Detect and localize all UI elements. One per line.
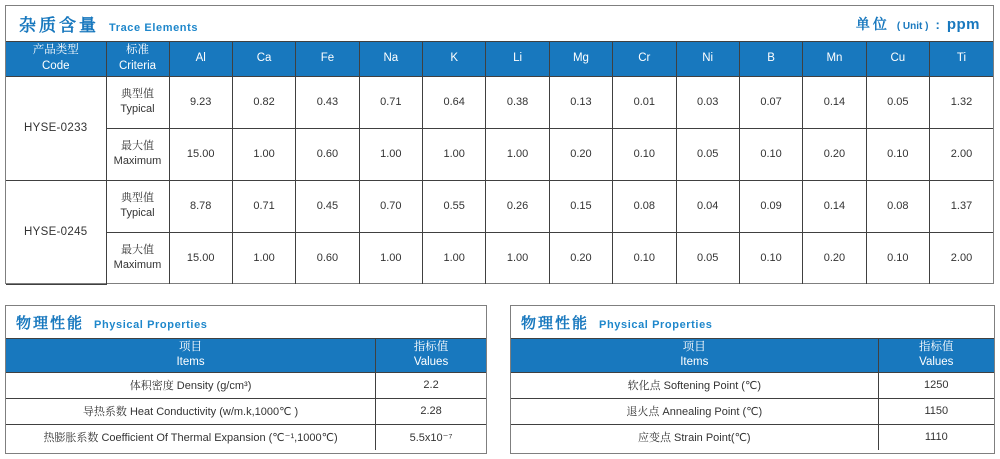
trace-value-cell: 0.70	[359, 180, 422, 232]
trace-value-cell: 0.03	[676, 76, 739, 128]
trace-value-cell: 1.37	[930, 180, 994, 232]
physical-value-cell: 2.28	[376, 398, 486, 424]
physical-row	[511, 372, 994, 398]
trace-value-cell: 8.78	[169, 180, 232, 232]
physical-row	[6, 372, 486, 398]
physical-item-cell: 热膨胀系数 Coefficient Of Thermal Expansion (℃⁻¹,1000℃)	[6, 424, 376, 450]
trace-value-cell: 0.71	[359, 76, 422, 128]
criteria-maximum-cell	[106, 128, 169, 180]
physical-item-cell: 体积密度 Density (g/cm³)	[6, 372, 376, 398]
col-header-element-mg: Mg	[549, 42, 612, 76]
col-header-criteria-en: Criteria	[118, 59, 157, 72]
physical-left-title-zh: 物理性能	[16, 314, 85, 332]
criteria-typical-zh: 典型值	[121, 192, 154, 205]
unit-value: ppm	[946, 15, 980, 33]
product-code-cell: HYSE-0245	[6, 180, 106, 284]
col-header-criteria	[106, 42, 169, 76]
trace-value-cell: 1.00	[486, 232, 549, 284]
trace-value-cell: 0.10	[739, 128, 802, 180]
physical-left-header-row	[6, 339, 486, 372]
physical-right-title-en: Physical Properties	[599, 318, 713, 331]
col-header-element-li: Li	[486, 42, 549, 76]
trace-value-cell: 0.05	[676, 128, 739, 180]
physical-right-title-zh: 物理性能	[521, 314, 590, 332]
physical-row	[511, 398, 994, 424]
criteria-typical-cell	[106, 76, 169, 128]
trace-value-cell: 0.10	[866, 128, 929, 180]
trace-value-cell: 0.14	[803, 180, 866, 232]
col-header-code-en: Code	[42, 59, 70, 72]
col-header-values-zh: 指标值	[919, 340, 954, 353]
trace-title-zh: 杂质含量	[19, 16, 99, 35]
physical-row	[6, 398, 486, 424]
col-header-items	[6, 339, 376, 372]
physical-value-cell: 2.2	[376, 372, 486, 398]
trace-value-cell: 0.20	[549, 128, 612, 180]
trace-value-cell: 0.15	[549, 180, 612, 232]
physical-left-table	[6, 339, 486, 450]
criteria-maximum-en: Maximum	[113, 259, 162, 272]
trace-value-cell: 0.26	[486, 180, 549, 232]
col-header-element-cr: Cr	[613, 42, 676, 76]
trace-value-cell: 0.38	[486, 76, 549, 128]
trace-value-cell: 0.55	[423, 180, 486, 232]
physical-right-title-bar	[511, 306, 994, 339]
trace-value-cell: 1.00	[232, 128, 295, 180]
trace-value-cell: 0.07	[739, 76, 802, 128]
col-header-values-en: Values	[413, 356, 449, 369]
trace-value-cell: 0.01	[613, 76, 676, 128]
col-header-values	[878, 339, 994, 372]
criteria-typical-cell	[106, 180, 169, 232]
trace-value-cell: 0.60	[296, 232, 359, 284]
trace-table	[6, 42, 993, 285]
criteria-maximum-cell	[106, 232, 169, 284]
trace-value-cell: 0.10	[739, 232, 802, 284]
physical-properties-right-panel	[510, 305, 995, 454]
physical-right-body	[511, 372, 994, 450]
physical-item-cell: 软化点 Softening Point (℃)	[511, 372, 878, 398]
trace-value-cell: 0.71	[232, 180, 295, 232]
physical-value-cell: 1150	[878, 398, 994, 424]
trace-value-cell: 1.00	[423, 232, 486, 284]
unit-colon: :	[935, 16, 940, 32]
trace-value-cell: 0.09	[739, 180, 802, 232]
col-header-values-zh: 指标值	[413, 340, 449, 353]
physical-value-cell: 5.5x10⁻⁷	[376, 424, 486, 450]
trace-value-cell: 15.00	[169, 232, 232, 284]
col-header-element-na: Na	[359, 42, 422, 76]
col-header-code-zh: 产品类型	[32, 44, 79, 57]
trace-value-cell: 0.10	[613, 232, 676, 284]
col-header-element-ni: Ni	[676, 42, 739, 76]
trace-table-body	[6, 76, 993, 284]
physical-right-header-row	[511, 339, 994, 372]
trace-title-en: Trace Elements	[109, 22, 199, 34]
physical-properties-left-panel	[5, 305, 487, 454]
col-header-element-ti: Ti	[930, 42, 994, 76]
trace-value-cell: 1.00	[232, 232, 295, 284]
physical-left-body	[6, 372, 486, 450]
col-header-criteria-zh: 标准	[126, 44, 149, 57]
trace-value-cell: 9.23	[169, 76, 232, 128]
unit-label	[856, 14, 980, 34]
criteria-maximum-zh: 最大值	[121, 140, 154, 153]
physical-row	[511, 424, 994, 450]
criteria-typical-en: Typical	[120, 103, 155, 115]
col-header-items	[511, 339, 878, 372]
trace-value-cell: 0.10	[613, 128, 676, 180]
criteria-typical-en: Typical	[120, 207, 155, 219]
trace-value-cell: 0.60	[296, 128, 359, 180]
col-header-element-al: Al	[169, 42, 232, 76]
trace-value-cell: 0.64	[423, 76, 486, 128]
trace-value-cell: 0.20	[803, 128, 866, 180]
trace-value-cell: 0.14	[803, 76, 866, 128]
trace-row-maximum	[6, 232, 993, 284]
physical-left-title-bar	[6, 306, 486, 339]
trace-value-cell: 0.04	[676, 180, 739, 232]
physical-item-cell: 导热系数 Heat Conductivity (w/m.k,1000℃ )	[6, 398, 376, 424]
physical-value-cell: 1250	[878, 372, 994, 398]
product-code-cell: HYSE-0233	[6, 76, 106, 180]
trace-value-cell: 1.00	[359, 128, 422, 180]
trace-value-cell: 0.82	[232, 76, 295, 128]
physical-item-cell: 退火点 Annealing Point (℃)	[511, 398, 878, 424]
trace-value-cell: 0.08	[866, 180, 929, 232]
unit-label-zh: 单位	[855, 15, 890, 32]
trace-value-cell: 2.00	[930, 232, 994, 284]
col-header-element-fe: Fe	[296, 42, 359, 76]
trace-value-cell: 1.32	[930, 76, 994, 128]
trace-value-cell: 0.43	[296, 76, 359, 128]
col-header-element-b: B	[739, 42, 802, 76]
trace-row-typical	[6, 76, 993, 128]
col-header-element-k: K	[423, 42, 486, 76]
physical-right-title	[521, 312, 713, 333]
physical-left-title-en: Physical Properties	[94, 318, 208, 331]
col-header-items-zh: 项目	[682, 340, 706, 353]
trace-title-bar	[6, 6, 993, 42]
trace-value-cell: 0.20	[803, 232, 866, 284]
col-header-values-en: Values	[919, 356, 954, 369]
trace-elements-panel	[5, 5, 994, 284]
col-header-items-en: Items	[176, 356, 205, 369]
trace-value-cell: 0.08	[613, 180, 676, 232]
trace-value-cell: 0.05	[866, 76, 929, 128]
trace-value-cell: 0.13	[549, 76, 612, 128]
trace-title	[19, 11, 198, 36]
trace-value-cell: 1.00	[423, 128, 486, 180]
trace-value-cell: 1.00	[486, 128, 549, 180]
trace-value-cell: 0.10	[866, 232, 929, 284]
trace-value-cell: 0.05	[676, 232, 739, 284]
trace-value-cell: 1.00	[359, 232, 422, 284]
col-header-code	[6, 42, 106, 76]
trace-value-cell: 0.45	[296, 180, 359, 232]
col-header-items-en: Items	[680, 356, 709, 369]
trace-value-cell: 2.00	[930, 128, 994, 180]
trace-row-maximum	[6, 128, 993, 180]
physical-row	[6, 424, 486, 450]
col-header-items-zh: 项目	[179, 340, 203, 353]
trace-row-typical	[6, 180, 993, 232]
criteria-typical-zh: 典型值	[121, 88, 154, 101]
physical-right-table	[511, 339, 994, 450]
col-header-values	[376, 339, 486, 372]
col-header-element-mn: Mn	[803, 42, 866, 76]
physical-value-cell: 1110	[878, 424, 994, 450]
unit-label-en: ( Unit )	[896, 20, 929, 32]
col-header-element-ca: Ca	[232, 42, 295, 76]
col-header-element-cu: Cu	[866, 42, 929, 76]
trace-value-cell: 15.00	[169, 128, 232, 180]
criteria-maximum-zh: 最大值	[121, 244, 154, 257]
trace-value-cell: 0.20	[549, 232, 612, 284]
criteria-maximum-en: Maximum	[113, 155, 162, 167]
trace-header-row	[6, 42, 993, 76]
physical-left-title	[16, 312, 208, 333]
physical-item-cell: 应变点 Strain Point(℃)	[511, 424, 878, 450]
